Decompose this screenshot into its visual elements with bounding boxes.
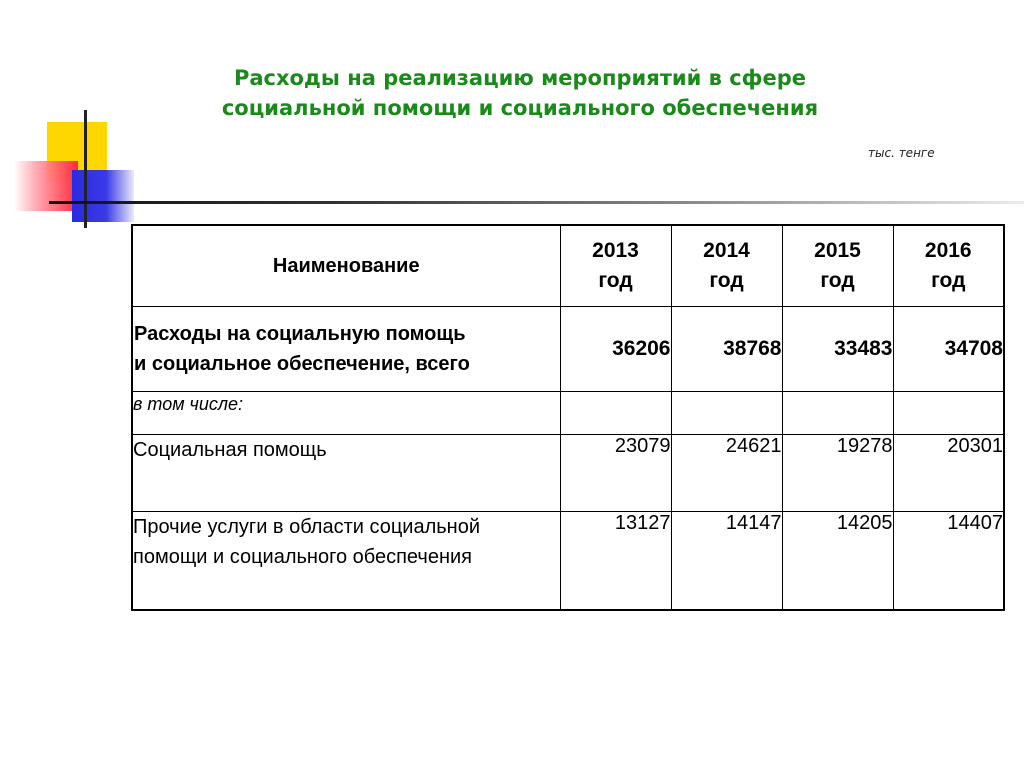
header-year: 2014 год — [671, 225, 782, 307]
cell-empty — [671, 392, 782, 435]
cell-value: 14147 — [671, 512, 782, 611]
cell-value: 38768 — [671, 307, 782, 392]
cell-value: 36206 — [560, 307, 671, 392]
cell-value: 14407 — [893, 512, 1004, 611]
table-row — [132, 512, 1004, 611]
unit-label: тыс. тенге — [868, 146, 935, 160]
expenses-table — [131, 224, 1005, 611]
table-row-subheader — [132, 392, 1004, 435]
page-title — [180, 63, 860, 123]
header-year: 2016 год — [893, 225, 1004, 307]
table-row — [132, 435, 1004, 512]
cell-value: 33483 — [782, 307, 893, 392]
header-year: 2013 год — [560, 225, 671, 307]
cell-empty — [782, 392, 893, 435]
decor-horizontal-line — [49, 201, 1024, 204]
cell-value: 13127 — [560, 512, 671, 611]
row-label: Социальная помощь — [132, 435, 560, 512]
cell-empty — [560, 392, 671, 435]
cell-empty — [893, 392, 1004, 435]
row-label: в том числе: — [132, 392, 560, 435]
cell-value: 23079 — [560, 435, 671, 512]
cell-value: 14205 — [782, 512, 893, 611]
cell-value: 19278 — [782, 435, 893, 512]
row-label: Прочие услуги в области социальной помощи и социального обеспечения — [132, 512, 560, 611]
title-line-2: социальной помощи и социального обеспечения — [221, 96, 819, 120]
header-name: Наименование — [132, 225, 560, 307]
decor-blue-square — [72, 170, 134, 222]
cell-value: 34708 — [893, 307, 1004, 392]
cell-value: 24621 — [671, 435, 782, 512]
decor-vertical-line — [84, 110, 87, 228]
title-line-1: Расходы на реализацию мероприятий в сфере — [233, 66, 807, 90]
header-year: 2015 год — [782, 225, 893, 307]
cell-value: 20301 — [893, 435, 1004, 512]
row-label: Расходы на социальную помощь и социальное обеспечение, всего — [132, 307, 560, 392]
table-row-total — [132, 307, 1004, 392]
table-header-row — [132, 225, 1004, 307]
